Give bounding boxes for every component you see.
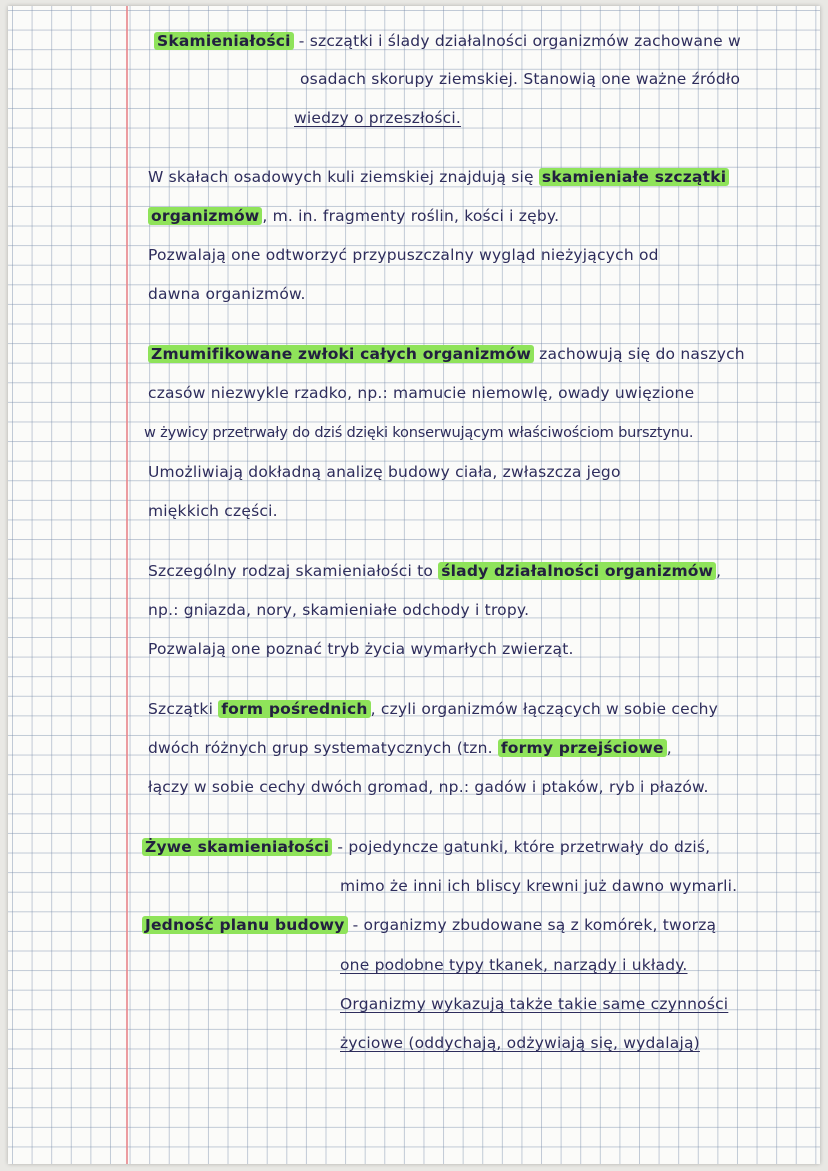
term-zywe-skamienialosci: Żywe skamieniałości — [142, 838, 332, 856]
p7-line-3: Organizmy wykazują także takie same czynności — [340, 995, 729, 1013]
p6-text-1: - pojedyncze gatunki, które przetrwały do dziś, — [337, 838, 711, 856]
p3-line-3: w żywicy przetrwały do dziś dzięki konserwującym właściwościom bursztynu. — [144, 424, 694, 441]
p2-text-2: , m. in. fragmenty roślin, kości i zęby. — [262, 207, 560, 225]
highlight-formy-przejsciowe: formy przejściowe — [498, 739, 667, 757]
p5-text-1: Szczątki — [148, 700, 214, 718]
notebook-page — [8, 6, 820, 1164]
highlight-zmumifikowane-zwloki: Zmumifikowane zwłoki całych organizmów — [148, 345, 534, 363]
margin-line — [126, 6, 128, 1164]
p6-line-1 — [142, 838, 710, 856]
p5-text-2: , czyli organizmów łączących w sobie cechy — [370, 700, 718, 718]
p5-text-3: dwóch różnych grup systematycznych (tzn. — [148, 739, 493, 757]
p4-text-comma: , — [716, 562, 722, 580]
p1-line-2: osadach skorupy ziemskiej. Stanowią one ważne źródło — [300, 70, 741, 88]
p2-text-1: W skałach osadowych kuli ziemskiej znajdują się — [148, 168, 534, 186]
term-skamienialosci: Skamieniałości — [154, 32, 294, 50]
p6-line-2: mimo że inni ich bliscy krewni już dawno wymarli. — [340, 877, 738, 895]
p4-text-1: Szczególny rodzaj skamieniałości to — [148, 562, 434, 580]
p2-line-4: dawna organizmów. — [148, 285, 306, 303]
p1-line-3: wiedzy o przeszłości. — [294, 109, 462, 127]
p5-line-3: łączy w sobie cechy dwóch gromad, np.: gadów i ptaków, ryb i płazów. — [148, 778, 709, 796]
p7-text-1: - organizmy zbudowane są z komórek, tworzą — [352, 916, 717, 934]
p4-line-1 — [148, 562, 721, 580]
p2-line-2 — [148, 207, 559, 225]
p3-line-4: Umożliwiają dokładną analizę budowy ciała, zwłaszcza jego — [148, 463, 621, 481]
highlight-form-posrednich: form pośrednich — [218, 700, 370, 718]
highlight-slady-dzialalnosci: ślady działalności organizmów — [438, 562, 716, 580]
p2-line-1 — [148, 168, 729, 186]
p3-line-5: miękkich części. — [148, 502, 278, 520]
p3-line-1 — [148, 345, 745, 363]
p7-line-4: życiowe (oddychają, odżywiają się, wydalają) — [340, 1034, 700, 1052]
p3-text-1: zachowują się do naszych — [539, 345, 745, 363]
p5-line-2 — [148, 739, 672, 757]
highlight-skamieniale-szczatki: skamieniałe szczątki — [539, 168, 729, 186]
p1-line-1 — [154, 32, 741, 50]
p7-line-2: one podobne typy tkanek, narządy i układy. — [340, 956, 688, 974]
p5-line-1 — [148, 700, 718, 718]
p2-line-3: Pozwalają one odtworzyć przypuszczalny wygląd nieżyjących od — [148, 246, 659, 264]
p3-line-2: czasów niezwykle rzadko, np.: mamucie niemowlę, owady uwięzione — [148, 384, 695, 402]
p1-text-1: - szczątki i ślady działalności organizmów zachowane w — [298, 32, 741, 50]
highlight-organizmow: organizmów — [148, 207, 262, 225]
p4-line-2: np.: gniazda, nory, skamieniałe odchody i tropy. — [148, 601, 530, 619]
p5-text-comma: , — [666, 739, 672, 757]
p7-line-1 — [142, 916, 716, 934]
p4-line-3: Pozwalają one poznać tryb życia wymarłych zwierząt. — [148, 640, 574, 658]
term-jednosc-planu-budowy: Jedność planu budowy — [142, 916, 348, 934]
